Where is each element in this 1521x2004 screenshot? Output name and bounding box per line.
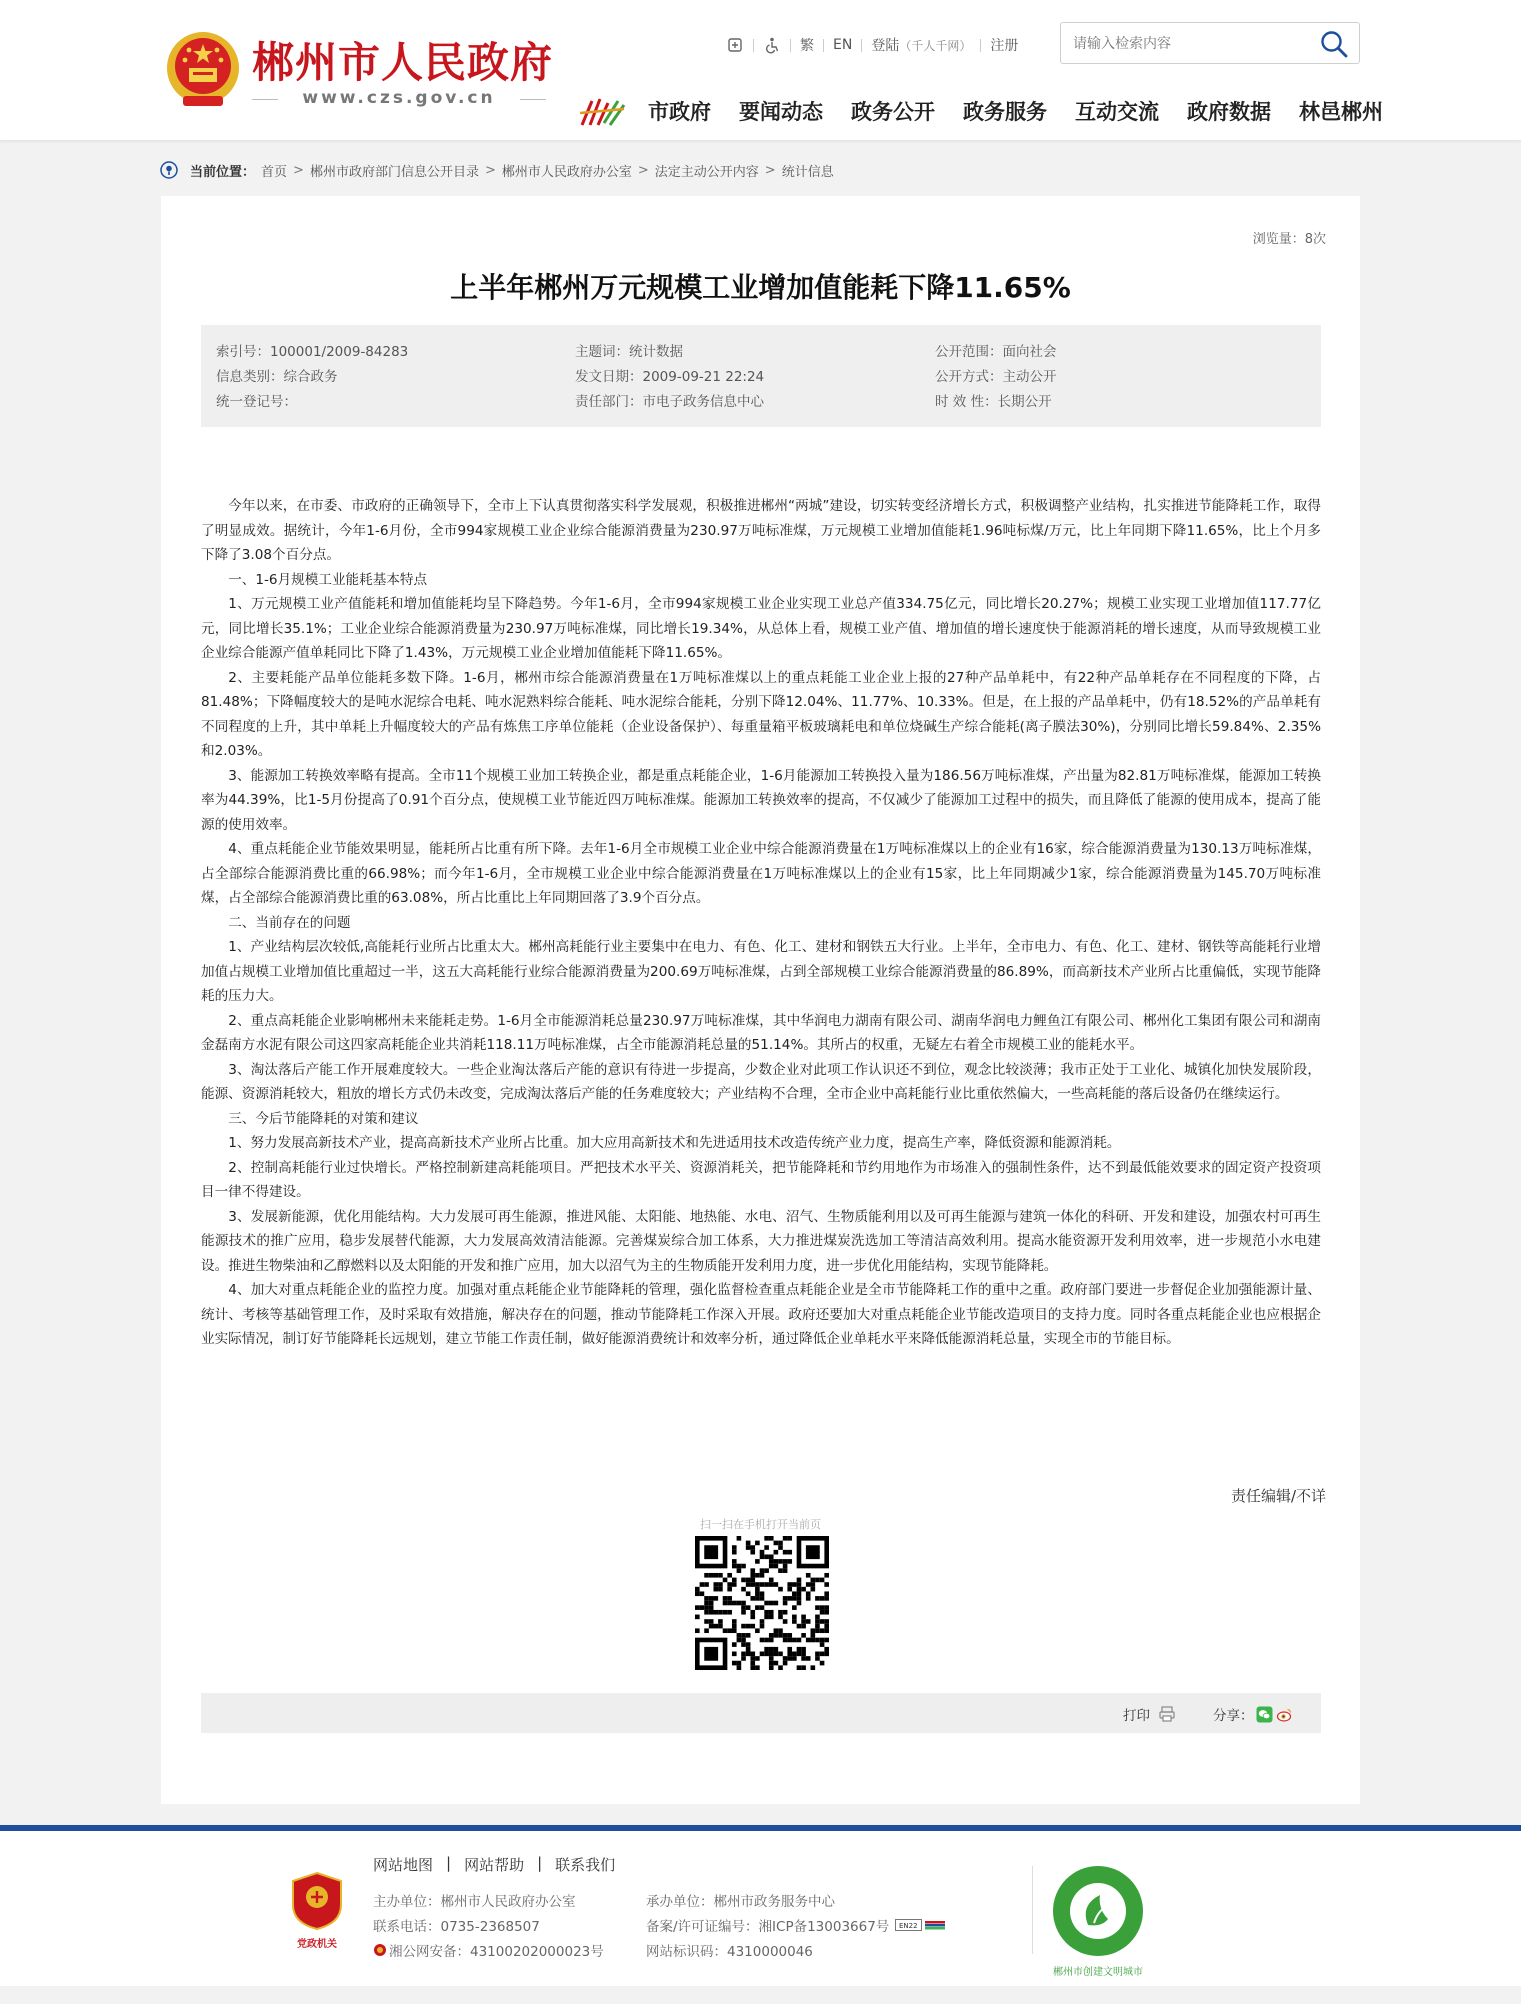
article-paragraph: 1、努力发展高新技术产业，提高高新技术产业所占比重。加大应用高新技术和先进适用技术改造传统产业力度，提高生产率，降低资源和能源消耗。 [228,1135,1121,1151]
ipv6-badge-icon [895,1919,947,1931]
footer-divider [1032,1866,1033,1954]
footer-icp[interactable] [646,1915,947,1935]
article-paragraph: 3、能源加工转换效率略有提高。全市11个规模工业加工转换企业，都是重点耗能企业，1-6月能源加工转换投入量为186.56万吨标准煤，产出量为82.81万吨标准煤，能源加工转换率为44.39%，比1-5月份提高了0.91个百分点，使规模工业节能近四万吨标准煤。能源加工转换效率的提高，不仅减少了能源加工过程中的损失，而且降低了能源的使用成本，提高了能源的使用效率。 [201,767,1321,833]
print-label: 打印 [1123,1708,1150,1724]
search-icon[interactable] [1319,29,1349,59]
article-paragraph: 4、重点耗能企业节能效果明显，能耗所占比重有所下降。去年1-6月全市规模工业企业中综合能源消费量在1万吨标准煤以上的企业有16家，综合能源消费量为130.13万吨标准煤，占全部综合能源消费比重的66.98%；而今年1-6月，全市规模工业企业中综合能源消费量在1万吨标准煤以上的企业有15家，比上年同期减少1家，综合能源消费量为145.70万吨标准煤，占全部综合能源消费比重的63.08%，所占比重比上年同期回落了3.9个百分点。 [201,841,1321,906]
article-body [201,494,1321,1352]
bottom-strip [0,1986,1521,2004]
footer-undertaker: 承办单位：郴州市政务服务中心 [646,1894,835,1910]
breadcrumb-item-statutory[interactable]: 法定主动公开内容 [654,164,759,180]
login-link[interactable]: 登陆 [871,38,900,54]
article-panel [161,196,1360,1804]
qr-code [695,1536,829,1670]
share-group [1213,1704,1293,1724]
nav-item-services[interactable]: 政务服务 [963,100,1047,124]
accessibility-icon[interactable] [763,36,781,54]
article-paragraph: 2、控制高耗能行业过快增长。严格控制新建高耗能项目。严把技术水平关、资源消耗关，把节能降耗和节约用地作为市场准入的强制性条件，达不到最低能效要求的固定资产投资项目一律不得建设。 [201,1159,1321,1200]
breadcrumb-separator: > [293,162,304,178]
breadcrumb-separator: > [484,162,496,178]
article-tools [201,1693,1321,1733]
weibo-share-icon[interactable] [1276,1706,1293,1723]
meta-reg-no: 统一登记号： [216,394,297,410]
footer-link-help[interactable]: 网站帮助 [464,1856,525,1874]
breadcrumb-separator: > [764,162,776,178]
breadcrumb-item-statistics[interactable]: 统计信息 [781,164,834,180]
article-paragraph: 4、加大对重点耗能企业的监控力度。加强对重点耗能企业节能降耗的管理，强化监督检查重点耗能企业是全市节能降耗工作的重中之重。政府部门要进一步督促企业加强能源计量、统计、考核等基础管理工作，及时采取有效措施，解决存在的问题，推动节能降耗工作深入开展。政府还要加大对重点耗能企业节能改造项目的支持力度。同时各重点耗能企业也应根据企业实际情况，制订好节能降耗长远规划，建立节能工作责任制，做好能源消费统计和效率分析，通过降低企业单耗水平来降低能源消耗总量，实现全市的节能目标。 [201,1282,1321,1347]
breadcrumb-item-office[interactable]: 郴州市人民政府办公室 [501,164,632,180]
badge-text: 党政机关 [297,1939,337,1950]
meta-index-no: 索引号：100001/2009-84283 [216,344,409,360]
article-paragraph: 2、主要耗能产品单位能耗多数下降。1-6月，郴州市综合能源消费量在1万吨标准煤以上的重点耗能工业企业上报的27种产品单耗中，有22种产品单耗存在不同程度的下降，占81.48%；下降幅度较大的是吨水泥综合电耗、吨水泥熟料综合能耗、吨水泥综合能耗，分别下降12.04%、11.77%、10.33%。但是，在上报的产品单耗中，仍有18.52%的产品单耗有不同程度的上升，其中单耗上升幅度较大的产品有炼焦工序单位能耗（企业设备保护）、每重量箱平板玻璃耗电和单位烧碱生产综合能耗(离子膜法30%)，分别同比增长59.84%、2.35%和2.03%。 [201,669,1321,759]
site-footer [0,1831,1521,1986]
article-paragraph: 一、1-6月规模工业能耗基本特点 [228,571,428,588]
article-paragraph: 1、万元规模工业产值能耗和增加值能耗均呈下降趋势。今年1-6月，全市994家规模工业企业实现工业总产值334.75亿元，同比增长20.27%；规模工业实现工业增加值117.77亿元，同比增长35.1%；工业企业综合能源消费量为230.97万吨标准煤，同比增长19.34%，从总体上看，规模工业产值、增加值的增长速度快于能源消耗的增长速度，从而导致规模工业企业综合能源产值单耗同比下降了1.43%，万元规模工业企业增加值能耗下降11.65%。 [201,596,1321,661]
breadcrumb-separator: > [637,162,649,178]
responsible-editor: 责任编辑/不详 [1230,1487,1326,1505]
czs-logo-icon [578,95,626,129]
breadcrumb-item-home[interactable]: 首页 [261,164,288,180]
barrier-free-icon[interactable] [726,36,744,54]
footer-icp-text: 备案/许可证编号：湘ICP备13003667号 [646,1919,890,1935]
article-paragraph: 2、重点高耗能企业影响郴州未来能耗走势。1-6月全市能源消耗总量230.97万吨标准煤，其中华润电力湖南有限公司、湖南华润电力鲤鱼江有限公司、郴州化工集团有限公司和湖南金磊南方水泥有限公司这四家高耗能企业共消耗118.11万吨标准煤，占全市能源消耗总量的51.14%。其所占的权重，无疑左右着全市规模工业的能耗水平。 [201,1012,1321,1053]
article-paragraph: 1、产业结构层次较低,高能耗行业所占比重太大。郴州高耗能行业主要集中在电力、有色、化工、建材和钢铁五大行业。上半年，全市电力、有色、化工、建材、钢铁等高能耗行业增加值占规模工业增加值比重超过一半，这五大高耗能行业综合能源消费量为200.69万吨标准煤，占到全部规模工业综合能源消费量的86.89%，而高新技术产业所占比重偏低，实现节能降耗的压力大。 [201,939,1321,1004]
article-paragraph: 3、发展新能源，优化用能结构。大力发展可再生能源，推进风能、太阳能、地热能、水电、沼气、生物质能利用以及可再生能源与建筑一体化的科研、开发和建设，加强农村可再生能源技术的推广应用，稳步发展替代能源，大力发展高效清洁能源。完善煤炭综合加工体系，大力推进煤炭洗选加工等清洁高效利用。提高水能资源开发利用效率，进一步规范小水电建设。推进生物柴油和乙醇燃料以及太阳能的开发和推广应用，加大以沼气为主的生物质能开发利用力度，进一步优化用能结构，实现节能降耗。 [201,1208,1321,1274]
nav-item-city-government[interactable]: 市政府 [648,100,711,124]
view-count: 浏览量：8次 [1252,232,1326,247]
breadcrumb [160,160,834,180]
footer-links: 网站地图 | 网站帮助 | 联系我们 [373,1854,616,1874]
print-button[interactable] [1123,1704,1176,1724]
civilized-city-badge-icon[interactable] [1048,1861,1148,1961]
footer-link-contact[interactable]: 联系我们 [555,1856,616,1874]
meta-validity: 时 效 性：长期公开 [935,394,1052,410]
article-meta [201,325,1321,427]
qr-hint: 扫一扫在手机打开当前页 [700,1518,821,1531]
article-title: 上半年郴州万元规模工业增加值能耗下降11.65% [450,271,1071,304]
meta-scope: 公开范围：面向社会 [935,344,1057,360]
traditional-chinese-link[interactable]: 繁 [800,38,814,54]
nav-item-news[interactable]: 要闻动态 [739,100,823,124]
search-box [1060,22,1360,64]
footer-phone: 联系电话：0735-2368507 [373,1919,540,1935]
article-paragraph: 3、淘汰落后产能工作开展难度较大。一些企业淘汰落后产能的意识有待进一步提高，少数企业对此项工作认识还不到位，观念比较淡薄；我市正处于工业化、城镇化加快发展阶段，能源、资源消耗较大，粗放的增长方式仍未改变，完成淘汰落后产能的任务难度较大；产业结构不合理，全市企业中高耗能行业比重依然偏大，一些高耗能的落后设备仍在继续运行。 [201,1061,1321,1102]
footer-sponsor: 主办单位：郴州市人民政府办公室 [373,1894,576,1910]
breadcrumb-item-catalog[interactable]: 郴州市政府部门信息公开目录 [309,164,479,180]
meta-topic: 主题词：统计数据 [575,344,683,360]
footer-police-record[interactable] [373,1940,604,1960]
national-emblem-icon[interactable] [165,28,241,112]
article-paragraph: 二、当前存在的问题 [228,914,351,931]
top-links [726,34,1018,56]
register-link[interactable]: 注册 [990,38,1019,54]
site-header [0,0,1521,141]
printer-icon [1158,1705,1176,1723]
footer-police-text: 湘公网安备：43100202000023号 [389,1944,604,1960]
footer-link-sitemap[interactable]: 网站地图 [373,1856,434,1874]
article-paragraph: 今年以来，在市委、市政府的正确领导下，全市上下认真贯彻落实科学发展观，积极推进郴州“两城”建设，切实转变经济增长方式，积极调整产业结构，扎实推进节能降耗工作，取得了明显成效。据统计，今年1-6月份，全市994家规模工业企业综合能源消费量为230.97万吨标准煤，万元规模工业增加值能耗1.96吨标煤/万元，比上年同期下降11.65%，比上个月多下降了3.08个百分点。 [201,498,1321,563]
breadcrumb-label: 当前位置： [190,164,256,180]
english-link[interactable]: EN [833,37,853,53]
svg-text:EN22: EN22 [899,1922,918,1930]
meta-dept: 责任部门：市电子政务信息中心 [575,394,764,410]
meta-mode: 公开方式：主动公开 [935,369,1057,385]
meta-category: 信息类别：综合政务 [216,369,338,385]
location-pin-icon [160,161,178,179]
share-label: 分享： [1213,1708,1254,1724]
party-government-badge-icon[interactable] [290,1871,344,1931]
wechat-share-icon[interactable] [1256,1706,1273,1723]
site-url: www.czs.gov.cn [252,88,546,108]
nav-item-open-government[interactable]: 政务公开 [851,100,935,124]
footer-site-id: 网站标识码：4310000046 [646,1944,813,1960]
search-input[interactable] [1071,33,1305,55]
nav-item-linyi-chenzhou[interactable]: 林邑郴州 [1299,100,1383,124]
article-paragraph: 三、今后节能降耗的对策和建议 [228,1110,419,1127]
police-emblem-icon [373,1943,387,1957]
nav-item-data[interactable]: 政府数据 [1187,100,1271,124]
site-title[interactable]: 郴州市人民政府 [252,38,554,87]
main-nav [648,96,1411,126]
meta-date: 发文日期：2009-09-21 22:24 [575,369,765,385]
login-note: （千人千网） [899,38,972,53]
nav-item-interaction[interactable]: 互动交流 [1075,100,1159,124]
civilized-city-text: 郴州市创建文明城市 [1053,1967,1143,1978]
